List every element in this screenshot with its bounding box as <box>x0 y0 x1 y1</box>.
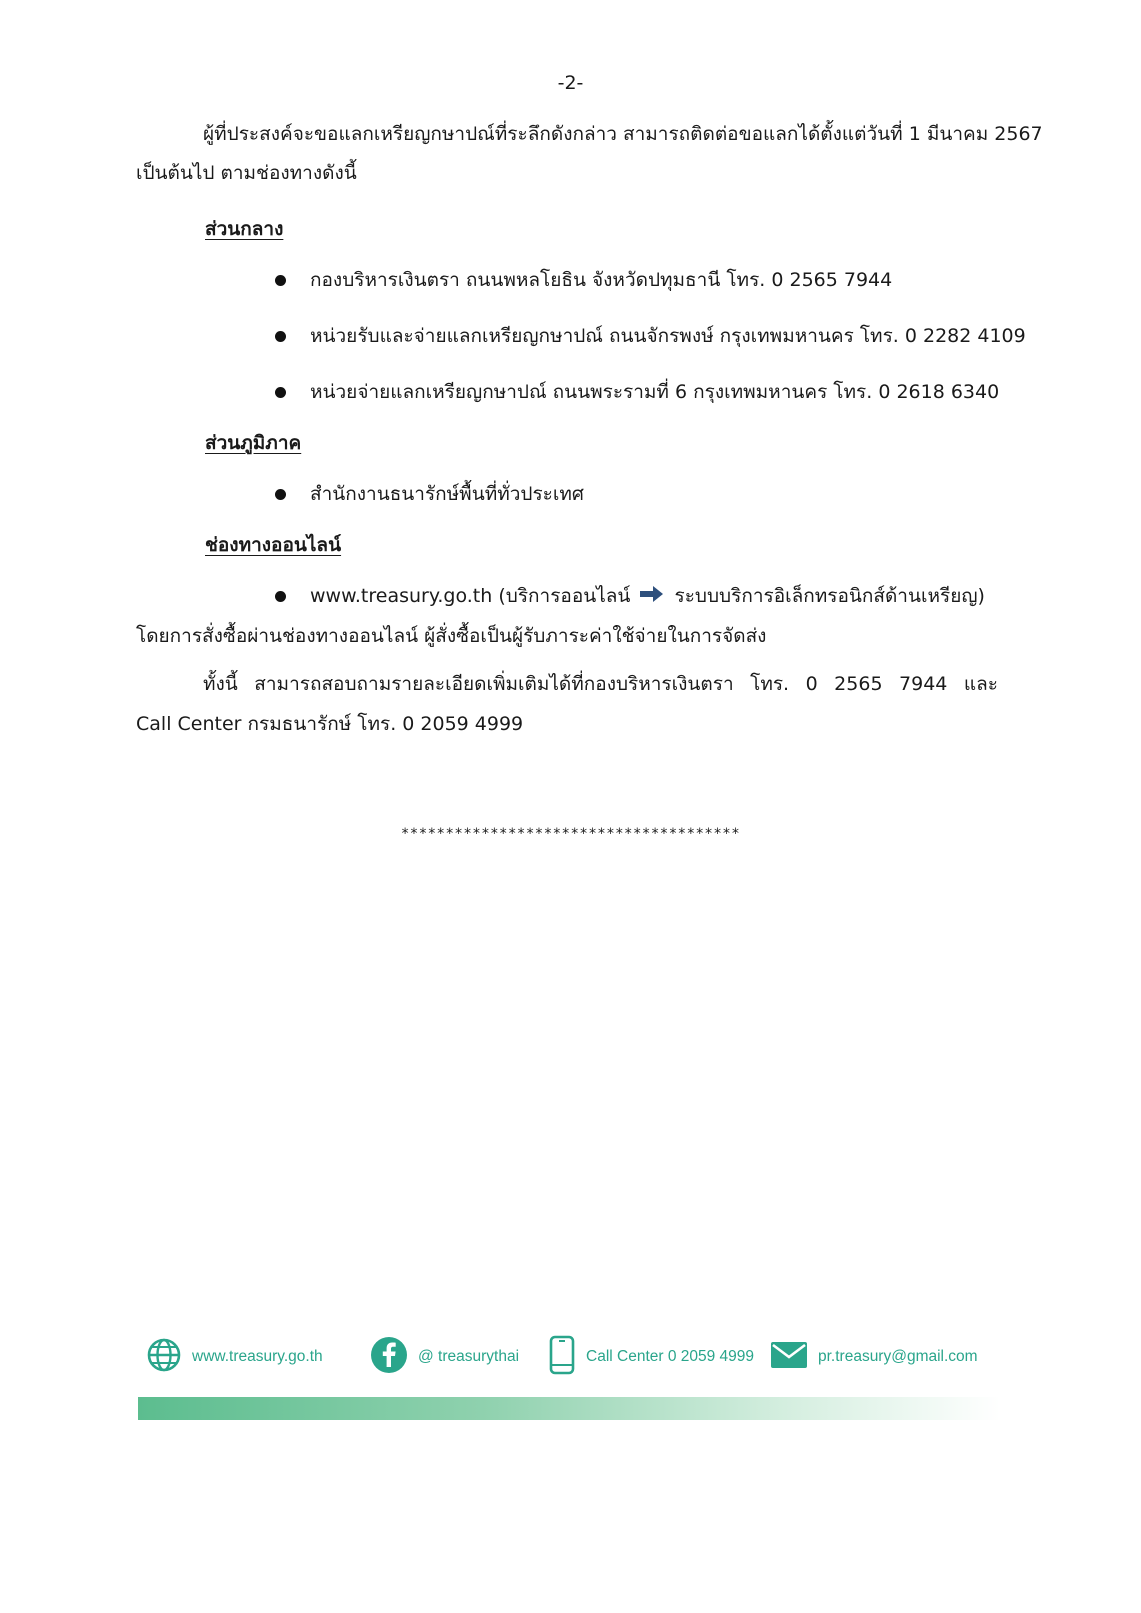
page-number: -2- <box>557 72 584 94</box>
central-item-2: หน่วยรับและจ่ายแลกเหรียญกษาปณ์ ถนนจักรพงษ์ กรุงเทพมหานคร โทร. 0 2282 4109 <box>310 325 1026 347</box>
facebook-icon <box>370 1336 408 1379</box>
bullet-icon <box>275 591 286 602</box>
separator: ************************************** <box>400 826 741 842</box>
bullet-icon <box>275 331 286 342</box>
online-rest: ระบบบริการอิเล็กทรอนิกส์ด้านเหรียญ) <box>674 585 985 607</box>
central-heading: ส่วนกลาง <box>205 218 284 240</box>
online-item <box>310 582 985 611</box>
arrow-right-icon <box>640 583 664 611</box>
globe-icon <box>146 1337 182 1378</box>
footer <box>138 1336 1000 1396</box>
bullet-icon <box>275 489 286 500</box>
footer-email[interactable] <box>770 1336 978 1378</box>
central-item-3: หน่วยจ่ายแลกเหรียญกษาปณ์ ถนนพระรามที่ 6 กรุงเทพมหานคร โทร. 0 2618 6340 <box>310 381 1000 403</box>
footer-facebook[interactable] <box>370 1336 519 1378</box>
footer-email-label: pr.treasury@gmail.com <box>818 1348 978 1365</box>
regional-heading: ส่วนภูมิภาค <box>205 432 302 454</box>
bullet-icon <box>275 387 286 398</box>
regional-item-1: สำนักงานธนารักษ์พื้นที่ทั่วประเทศ <box>310 483 584 505</box>
footer-facebook-label: @ treasurythai <box>418 1348 520 1365</box>
online-url[interactable]: www.treasury.go.th <box>310 585 493 607</box>
online-continuation: โดยการสั่งซื้อผ่านช่องทางออนไลน์ ผู้สั่งซื้อเป็นผู้รับภาระค่าใช้จ่ายในการจัดส่ง <box>136 625 767 647</box>
intro-line-2: เป็นต้นไป ตามช่องทางดังนี้ <box>136 162 357 184</box>
footer-call-center-label: Call Center 0 2059 4999 <box>586 1348 755 1365</box>
central-item-1: กองบริหารเงินตรา ถนนพหลโยธิน จังหวัดปทุมธานี โทร. 0 2565 7944 <box>310 269 893 291</box>
footer-gradient-bar <box>138 1397 1000 1420</box>
footer-call-center[interactable] <box>548 1336 754 1378</box>
intro-line-1: ผู้ที่ประสงค์จะขอแลกเหรียญกษาปณ์ที่ระลึกดังกล่าว สามารถติดต่อขอแลกได้ตั้งแต่วันที่ 1 มีนาคม 2567 <box>203 123 1043 145</box>
mail-icon <box>770 1340 808 1375</box>
footer-website[interactable] <box>146 1336 323 1378</box>
closing-line-1: ทั้งนี้ สามารถสอบถามรายละเอียดเพิ่มเติมได้ที่กองบริหารเงินตรา โทร. 0 2565 7944 และ <box>203 673 998 695</box>
online-heading: ช่องทางออนไลน์ <box>205 534 342 556</box>
closing-line-2: Call Center กรมธนารักษ์ โทร. 0 2059 4999 <box>136 713 524 735</box>
bullet-icon <box>275 275 286 286</box>
footer-website-label: www.treasury.go.th <box>192 1348 323 1365</box>
phone-icon <box>548 1335 576 1380</box>
online-open: (บริการออนไลน์ <box>498 585 631 607</box>
